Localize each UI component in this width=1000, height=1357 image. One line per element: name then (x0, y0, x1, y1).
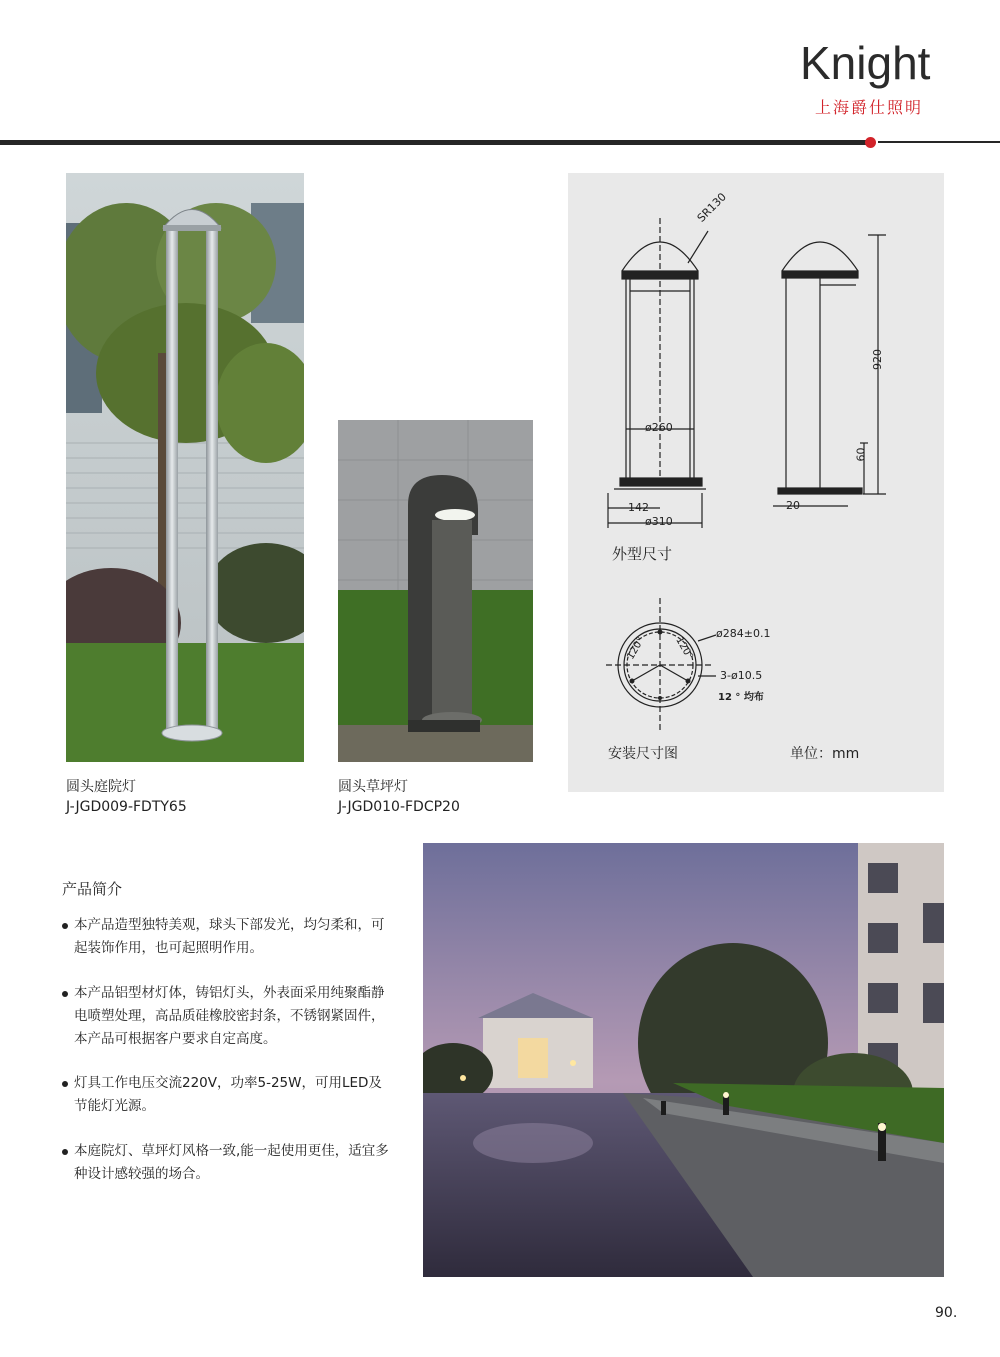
header-divider-thin (878, 141, 1000, 143)
product-name: 圆头草坪灯 (338, 779, 408, 795)
dim-base-diameter: ø310 (645, 515, 673, 528)
dim-offset: 20 (786, 499, 800, 512)
product-model: J-JGD009-FDTY65 (66, 799, 187, 815)
garden-light-photo (66, 173, 304, 762)
intro-bullet (62, 914, 392, 960)
dim-base-inner: 142 (628, 501, 649, 514)
bullet-text: 本产品造型独特美观，球头下部发光，均匀柔和，可起装饰作用，也可起照明作用。 (74, 917, 385, 956)
brand-subtitle: 上海爵仕照明 (815, 98, 924, 117)
product-model: J-JGD010-FDCP20 (338, 799, 460, 815)
intro-bullet (62, 1140, 392, 1186)
bullet-dot (62, 991, 68, 997)
intro-bullet (62, 1072, 392, 1118)
dim-body-width: ø260 (645, 421, 673, 434)
product-name: 圆头庭院灯 (66, 779, 136, 795)
dim-height: 920 (871, 349, 884, 370)
intro-bullet (62, 982, 392, 1051)
dim-spacing: 12 ° 均布 (718, 692, 764, 703)
dim-mount-circle: ø284±0.1 (716, 627, 771, 640)
outline-dimension-label: 外型尺寸 (612, 545, 673, 563)
header-accent-dot (865, 137, 876, 148)
bullet-dot (62, 1149, 68, 1155)
dim-radius: SR130 (694, 190, 730, 225)
bullet-text: 本庭院灯、草坪灯风格一致,能一起使用更佳，适宜多种设计感较强的场合。 (74, 1143, 389, 1182)
page-number: 90. (935, 1305, 958, 1321)
unit-label: 单位：mm (790, 746, 860, 762)
night-scene-photo (423, 843, 944, 1277)
intro-title: 产品简介 (62, 880, 123, 898)
product-caption-1 (66, 777, 187, 817)
lawn-light-photo (338, 420, 533, 762)
bullet-dot (62, 1081, 68, 1087)
angle-left: 120° (625, 635, 647, 662)
install-dimension-label: 安装尺寸图 (608, 746, 678, 762)
bullet-text: 本产品铝型材灯体，铸铝灯头，外表面采用纯聚酯静电喷塑处理，高品质硅橡胶密封条，不锈钢紧固件，本产品可根据客户要求自定高度。 (74, 985, 385, 1047)
dim-holes: 3-ø10.5 (720, 669, 763, 682)
bullet-dot (62, 923, 68, 929)
product-caption-2 (338, 777, 460, 817)
technical-drawing-panel (568, 173, 944, 792)
dim-base-height: 60 (854, 447, 868, 462)
angle-right: 120° (673, 635, 695, 662)
brand-logo-name: Knight (800, 37, 931, 89)
bullet-text: 灯具工作电压交流220V，功率5-25W，可用LED及节能灯光源。 (74, 1075, 382, 1114)
header-divider (0, 140, 870, 145)
